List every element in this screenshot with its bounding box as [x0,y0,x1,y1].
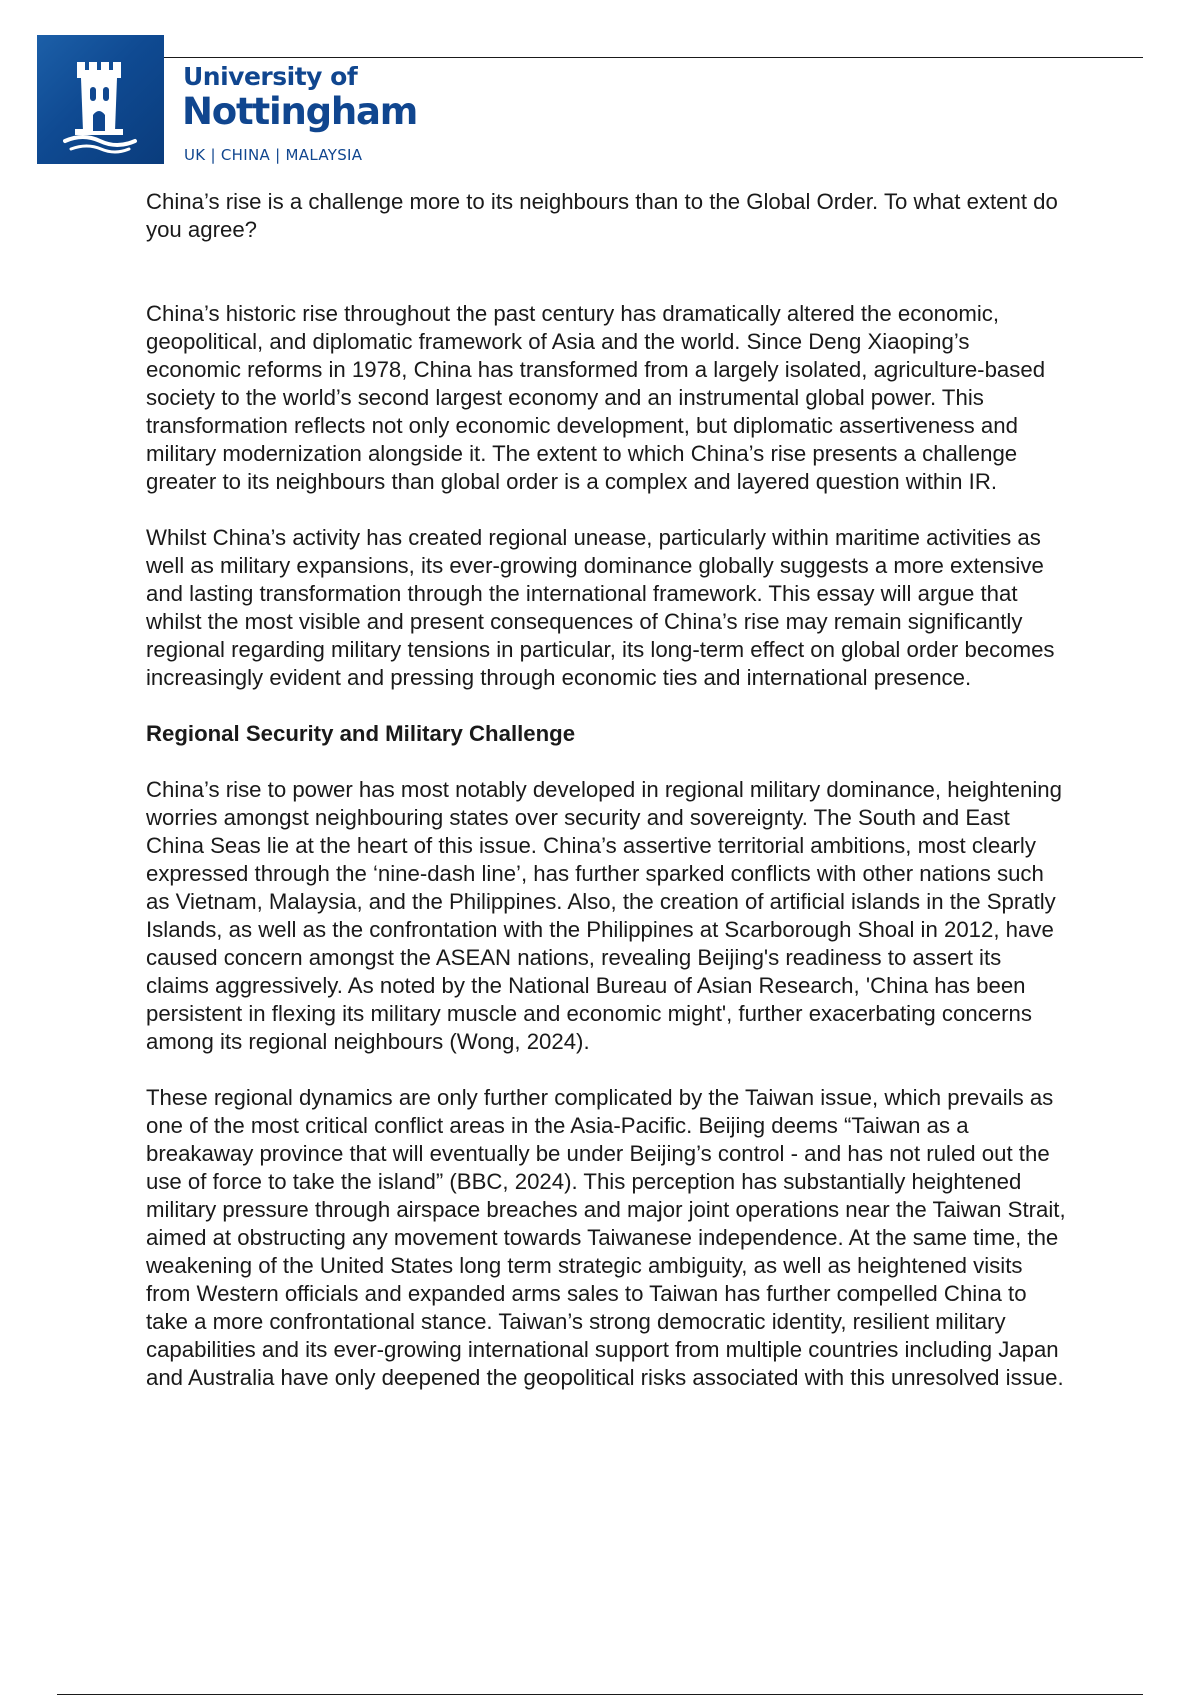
paragraph-regional-security: China’s rise to power has most notably developed in regional military dominance, heightening worries amongst neighbouring states over security and sovereignty. The South and East China Seas lie at the heart of this issue. China’s assertive territorial ambitions, most clearly expressed through the ‘nine-dash line’, has further sparked conflicts with other nations such as Vietnam, Malaysia, and the Philippines. Also, the creation of artificial islands in the Spratly Islands, as well as the confrontation with the Philippines at Scarborough Shoal in 2012, have caused concern amongst the ASEAN nations, revealing Beijing's readiness to assert its claims aggressively. As noted by the National Bureau of Asian Research, 'China has been persistent in flexing its military muscle and economic might', further exacerbating concerns among its regional neighbours (Wong, 2024). [146,777,1062,1054]
logo-line-nottingham: Nottingham [182,90,418,133]
essay-question: China’s rise is a challenge more to its neighbours than to the Global Order. To what extent do you agree? [146,189,1058,242]
paragraph-introduction: China’s historic rise throughout the past century has dramatically altered the economic, geopolitical, and diplomatic framework of Asia and the world. Since Deng Xiaoping’s economic reforms in 1978, China has transformed from a largely isolated, agriculture-based society to the world’s second largest economy and an instrumental global power. This transformation reflects not only economic development, but diplomatic assertiveness and military modernization alongside it. The extent to which China’s rise presents a challenge greater to its neighbours than global order is a complex and layered question within IR. [146,301,1046,494]
footer-rule [57,1694,1143,1695]
section-heading: Regional Security and Military Challenge [146,721,576,746]
essay-body [146,188,1066,1420]
paragraph-thesis: Whilst China’s activity has created regional unease, particularly within maritime activities as well as military expansions, its ever-growing dominance globally suggests a more extensive and lasting transformation through the international framework. This essay will argue that whilst the most visible and present consequences of China’s rise may remain significantly regional regarding military tensions in particular, its long-term effect on global order becomes increasingly evident and pressing through economic ties and international presence. [146,525,1055,690]
paragraph-taiwan: These regional dynamics are only further complicated by the Taiwan issue, which prevails as one of the most critical conflict areas in the Asia-Pacific. Beijing deems “Taiwan as a breakaway province that will eventually be under Beijing’s control - and has not ruled out the use of force to take the island” (BBC, 2024). This perception has substantially heightened military pressure through airspace breaches and major joint operations near the Taiwan Strait, aimed at obstructing any movement towards Taiwanese independence. At the same time, the weakening of the United States long term strategic ambiguity, as well as heightened visits from Western officials and expanded arms sales to Taiwan has further compelled China to take a more confrontational stance. Taiwan’s strong democratic identity, resilient military capabilities and its ever-growing international support from multiple countries including Japan and Australia have only deepened the geopolitical risks associated with this unresolved issue. [146,1085,1066,1390]
header-rule [160,57,1143,58]
university-logo [37,35,164,164]
logo-line-university-of: University of [183,62,358,91]
castle-tower-icon [37,35,164,164]
logo-line-campuses: UK | CHINA | MALAYSIA [184,146,363,164]
